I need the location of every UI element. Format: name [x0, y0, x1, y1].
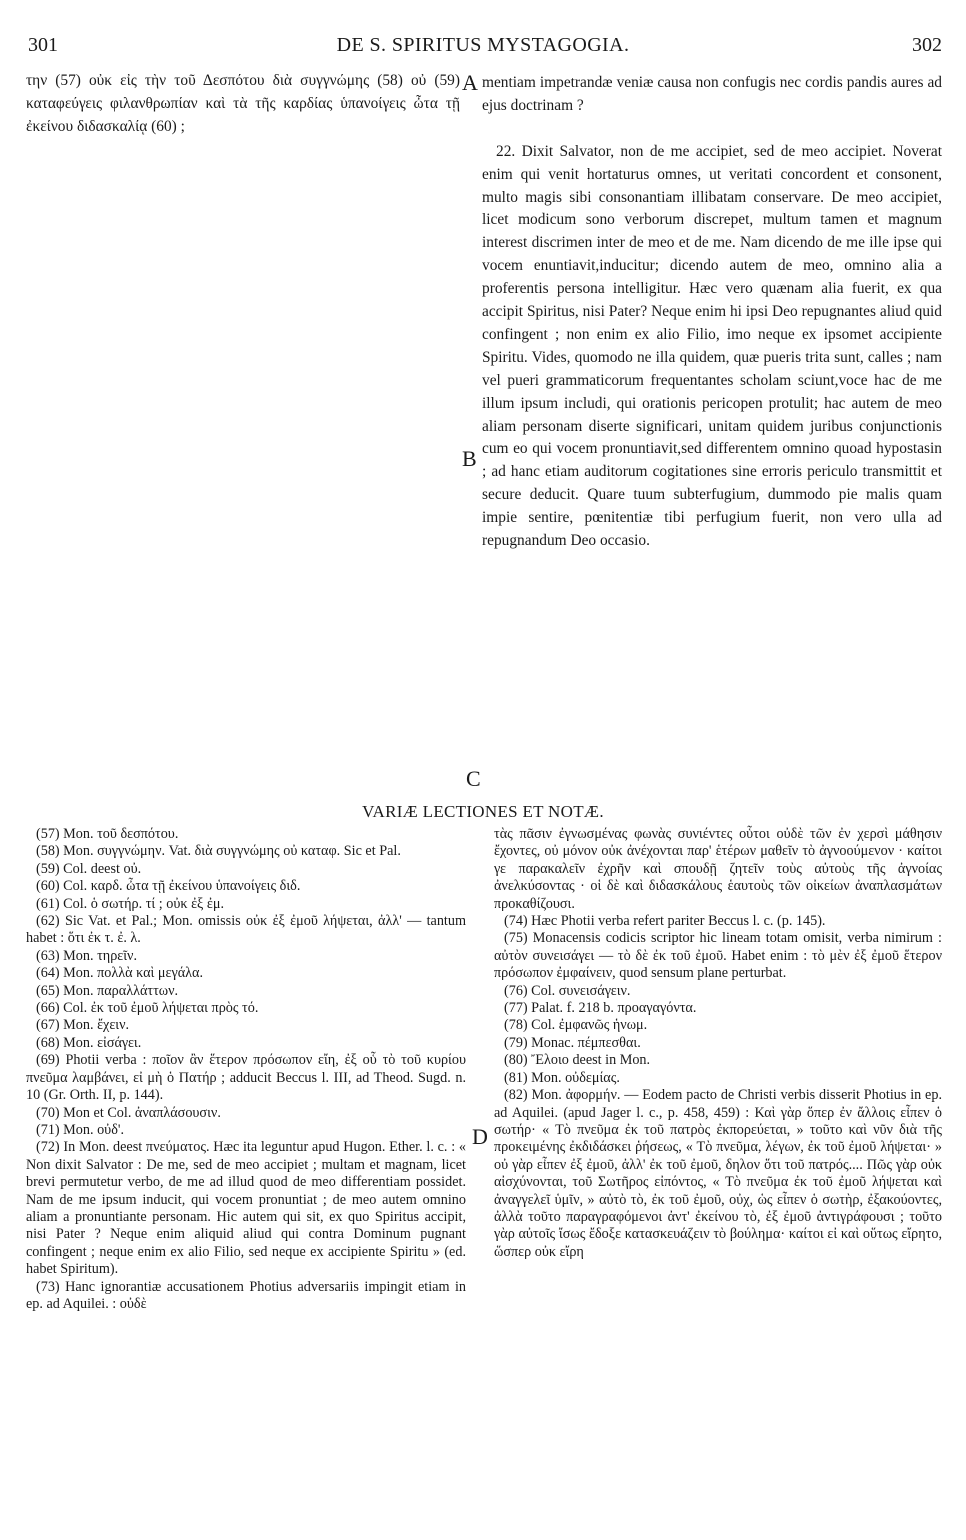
- note-75: (75) Monacensis codicis scriptor hic lineam totam omisit, verba nimirum : αὐτὸν συνεισάγει — τὸ δὲ ἐκ τοῦ ἐμοῦ. Habet enim : τὸ μὲν ἐξ ἐμοῦ ἕτερον πρόσωπον ἐμφαίνειν, quod sensum plane perturbat.: [494, 930, 942, 982]
- latin-paragraph-1: mentiam impetrandæ veniæ causa non confugis nec cordis pandis aures ad ejus doctrinam ?: [482, 74, 942, 114]
- greek-text-column: [26, 70, 460, 139]
- note-59: (59) Col. deest οὐ.: [36, 860, 142, 877]
- running-title: DE S. SPIRITUS MYSTAGOGIA.: [336, 34, 630, 56]
- note-74: (74) Hæc Photii verba refert pariter Beccus l. c. (p. 145).: [504, 913, 826, 930]
- note-70: (70) Mon et Col. ἀναπλάσουσιν.: [36, 1104, 221, 1121]
- page-number-left: 301: [28, 34, 58, 56]
- greek-paragraph-1: την (57) οὐκ εἰς τὴν τοῦ Δεσπότου διὰ συγγνώμης (58) οὐ (59) καταφεύγεις φιλανθρωπίαν καὶ τὰ τῆς καρδίας ὑπανοίγεις ὦτα τῇ ἐκείνου διδασκαλίᾳ (60) ;: [26, 72, 460, 135]
- note-66: (66) Col. ἐκ τοῦ ἐμοῦ λήψεται πρὸς τό.: [36, 1000, 259, 1017]
- page-header: [22, 26, 944, 66]
- margin-marker-b: B: [462, 446, 477, 471]
- page-number-right: 302: [912, 34, 942, 56]
- note-81: (81) Mon. οὐδεμίας.: [504, 1069, 620, 1086]
- note-64: (64) Mon. πολλὰ καὶ μεγάλα.: [36, 965, 204, 982]
- note-73: (73) Hanc ignorantiæ accusationem Photius adversariis impingit etiam in ep. ad Aquilei. : οὐδὲ: [26, 1278, 466, 1312]
- note-77: (77) Palat. f. 218 b. προαγαγόντα.: [504, 1000, 697, 1017]
- note-73-continued: τὰς πᾶσιν ἐγνωσμένας φωνὰς συνιέντες οὗτοι οὐδὲ τῶν ἐν χερσὶ μάθησιν ἔχοντες, οὐ μόνον οὐκ ἀνέχονται παρ' ἑτέρων μαθεῖν τὸ ἀγνοούμενον · καίτοι γε παρακαλεῖν ἐχρῆν καὶ σπουδῇ ζητεῖν τοὺς αὐτοὺς τῆς ἀγνοίας ἀνελκύσοντας · οἱ δὲ καὶ διδασκάλους ἑαυτοὺς τῶν οἰκείων ἀναπλασμάτων προκαθίζουσι.: [494, 826, 942, 912]
- note-60: (60) Col. καρδ. ὦτα τῇ ἐκείνου ὑπανοίγεις διδ.: [36, 878, 301, 895]
- note-62: (62) Sic Vat. et Pal.; Mon. omissis οὐκ ἐξ ἐμοῦ λήψεται, ἀλλ' — tantum habet : ὅτι ἐκ τ. ἐ. λ.: [26, 913, 466, 947]
- note-71: (71) Mon. οὐδ'.: [36, 1121, 124, 1138]
- note-78: (78) Col. ἐμφανῶς ἡνωμ.: [504, 1017, 648, 1034]
- latin-text-column: [482, 72, 942, 553]
- note-82: (82) Mon. ἀφορμήν. — Eodem pacto de Christi verbis disserit Photius in ep. ad Aquilei. (apud Jager l. c., p. 458, 459) : Καὶ γὰρ ὅπερ ἐν ἄλλοις εἶπεν ὁ σωτήρ· « Τὸ πνεῦμα ἐκ τοῦ πατρὸς ἐκπορεύεται, » τοῦτο καὶ νῦν διὰ τῆς προκειμένης ἐκδιδάσκει ῥήσεως, « Τὸ πνεῦμα, λέγων, ἐκ τοῦ ἐμοῦ λήψεται· » οὐ γὰρ εἶπεν ἐξ ἐμοῦ, ἀλλ' ἐκ τοῦ ἐμοῦ, δηλον ὅτι τοῦ πατρός.... Πῶς γὰρ οὐκ αἰσχύνονται, τοῦ Σωτῆρος εἰπόντος, « Τὸ πνεῦμα ἐκ τοῦ ἐμοῦ λήψεται καὶ ἀναγγελεῖ ὑμῖν, » αὐτὸ τὸ, ἐκ τοῦ ἐμοῦ, οὐχ, ὡς εἶπεν ὁ σωτὴρ, ἐξακούοντες, ἀλλὰ τοῦτο παραγραφόμενοι ἀντ' ἐκείνου τὸ, ἐξ ἐμοῦ ἀντιγράφουσι ; τοῦτο γὰρ αὐτοῖς ἴσως ἔδοξε κατασκευάζειν τὸ βούλημα· καίτοι εἰ καὶ οὕτως εἴρητο, ὥσπερ οὐκ εἴρη: [494, 1087, 942, 1260]
- notes-heading: VARIÆ LECTIONES ET NOTÆ.: [362, 802, 604, 821]
- note-65: (65) Mon. παραλλάττων.: [36, 982, 179, 999]
- page: [22, 26, 944, 1526]
- latin-paragraph-2: 22. Dixit Salvator, non de me accipiet, sed de meo accipiet. Noverat enim qui venit hortaturus omnes, ut veritati concordent et consonent, multo magis sibi consonantiam illibatam conservare. De meo accipiet, licet modicum sono verborum discrepet, multum tamen et magnum interest discrimen inter de meo et de me. Nam dicendo de me ille ipse qui vocem enuntiavit,inducitur; dicendo autem de meo, omnino alia a proferentis persona intelligitur. Hæc vero quænam alia fuerit, ex qua accipit Spiritus, nisi Pater? Neque enim hi ipsi Deo repugnantes aliud quid confingent ; non enim ex alio Filio, imo neque ex ipsomet accipiente Spiritu. Vides, quomodo ne illa quidem, quæ pueris trita sunt, calles ; nam vel pueri grammaticorum frequentantes scholam sciunt,voce hac de me illum ipsum includi, qui orationis pericopen protulit; hac autem de meo aliam personam diserte significari, unitam quidem juribus conjunctionis cum eo qui vocem pronuntiavit,sed differentem omnino quoad hypostasin ; ad hanc etiam auditorum cogitationes sine erroris periculo transmittit et secure deducit. Quare tuum subterfugium, dummodo pie malis quam impie sentire, pœnitentiæ tibi perfugium fuerit, non vero ulla ad repugnandum Deo occasio.: [482, 142, 942, 550]
- notes-right-column: [494, 826, 942, 1261]
- margin-marker-d: D: [472, 1124, 488, 1149]
- note-68: (68) Mon. εἰσάγει.: [36, 1034, 142, 1051]
- note-80: (80) Ἔλοιο deest in Mon.: [504, 1052, 651, 1069]
- note-69: (69) Photii verba : ποῖον ἂν ἕτερον πρόσωπον εἴη, ἐξ οὗ τὸ τοῦ κυρίου πνεῦμα λαμβάνει, εἰ μὴ ὁ Πατήρ ; adducit Beccus l. III, ad Theod. Sugd. n. 10 (Gr. Orth. II, p. 144).: [26, 1052, 466, 1104]
- note-61: (61) Col. ὁ σωτήρ. τί ; οὐκ ἐξ ἐμ.: [36, 895, 225, 912]
- notes-left-column: [26, 826, 466, 1313]
- margin-marker-a: A: [462, 70, 478, 95]
- note-72: (72) In Mon. deest πνεύματος. Hæc ita leguntur apud Hugon. Ether. l. c. : « Non dixit Salvator : De me, sed de meo accipiet ; multam et magnam, licet brevi permutetur verbo, de me ad illud quod de meo differentiam possidet. Nam de me ipsum inducit, qui vocem pronuntiat ; de meo autem omnino aliam a pronuntiante personam. Hic autem qui sit, ex quo Spiritus accipit, nisi Pater ? Neque enim aliquid aliud qui contra Dominum pugnant confingent ; neque enim ex alio Filio, sed neque ex accipiente Spiritu » (ed. habet Spiritum).: [26, 1139, 466, 1278]
- note-67: (67) Mon. ἔχειν.: [36, 1017, 130, 1034]
- note-57: (57) Mon. τοῦ δεσπότου.: [36, 826, 179, 842]
- note-76: (76) Col. συνεισάγειν.: [504, 982, 631, 999]
- note-63: (63) Mon. τηρεῖν.: [36, 947, 138, 964]
- margin-marker-c: C: [466, 766, 481, 791]
- note-58: (58) Mon. συγγνώμην. Vat. διὰ συγγνώμης οὐ καταφ. Sic et Pal.: [36, 843, 401, 860]
- note-79: (79) Monac. πέμπεσθαι.: [504, 1034, 641, 1051]
